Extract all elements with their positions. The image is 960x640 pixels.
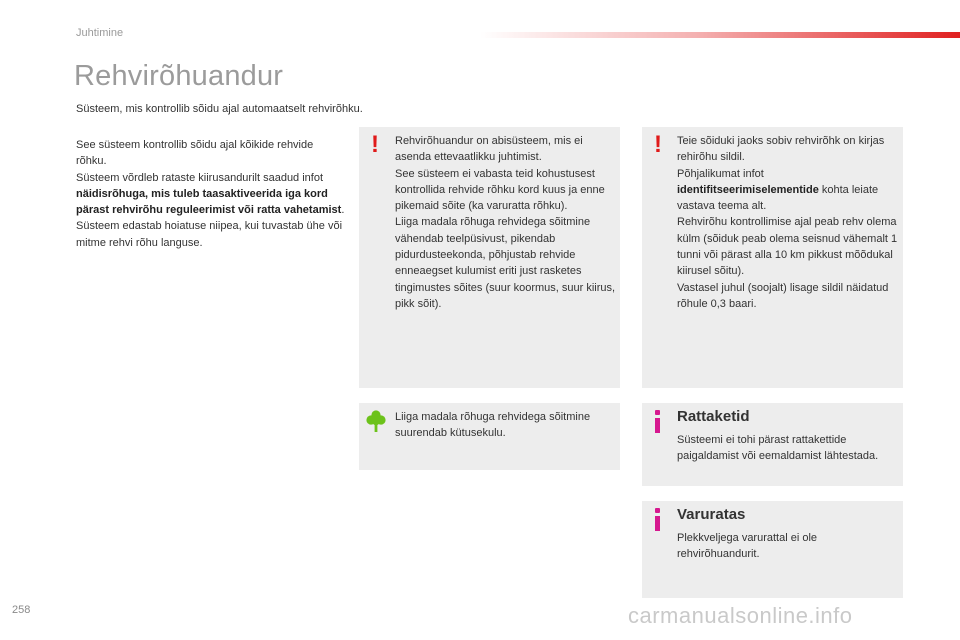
- intro-p2-start: Süsteem võrdleb rataste kiirusandurilt saadud infot: [76, 171, 324, 184]
- intro-paragraph-2: [76, 170, 346, 219]
- watermark: carmanualsonline.info: [628, 603, 853, 628]
- info-icon-dot: [655, 508, 660, 513]
- eco-text: Liiga madala rõhuga rehvidega sõitmine suurendab kütusekulu.: [395, 411, 591, 440]
- warning-1-paragraph-3: Liiga madala rõhuga rehvidega sõitmine vähendab teelpüsivust, pikendab pidurdusteekonda, põhjustab rehvide enneaegset kulumist eriti just rasketes tingimustes sõites (suur koormus, suur kiirus, pikk sõit).: [395, 216, 616, 310]
- intro-p2-end: .: [341, 204, 345, 217]
- page-title: Rehvirõhuandur: [74, 60, 284, 92]
- warning-box-2-text: [677, 133, 899, 312]
- warning-2-paragraph-2: [677, 166, 899, 215]
- intro-p2-bold: näidisrõhuga, mis tuleb taasaktiveerida iga kord pärast rehvirõhu reguleerimist või ratta vahetamist: [76, 187, 342, 217]
- warning-2-p2-start: Põhjalikumat infot: [677, 167, 764, 180]
- green-tree-eco-icon: [366, 410, 386, 432]
- exclamation-warning-icon: !: [654, 131, 662, 158]
- warning-box-1-text: [395, 133, 617, 312]
- info-icon-bar: [655, 418, 660, 433]
- info-box-2-heading: Varuratas: [677, 506, 746, 523]
- intro-paragraph-1: See süsteem kontrollib sõidu ajal kõikide rehvide rõhku.: [76, 139, 314, 168]
- info-icon-dot: [655, 410, 660, 415]
- info-box-1-heading: Rattaketid: [677, 408, 750, 425]
- info-icon: [652, 508, 664, 532]
- page-subtitle: Süsteem, mis kontrollib sõidu ajal automaatselt rehvirõhku.: [76, 103, 363, 115]
- exclamation-warning-icon: !: [371, 131, 379, 158]
- warning-2-p2-bold: identifitseerimiselementide: [677, 183, 819, 196]
- warning-2-paragraph-3: Rehvirõhu kontrollimise ajal peab rehv olema külm (sõiduk peab olema seisnud vähemalt 1 tunni või pärast alla 10 km pikkust mõõdukal kiirusel sõitu).: [677, 216, 898, 278]
- warning-1-paragraph-1: Rehvirõhuandur on abisüsteem, mis ei asenda ettevaatlikku juhtimist.: [395, 135, 583, 164]
- warning-2-paragraph-4: Vastasel juhul (soojalt) lisage sildil näidatud rõhule 0,3 baari.: [677, 281, 889, 310]
- header-rule: [480, 32, 960, 38]
- intro-text: [76, 137, 346, 251]
- info-box-2-text: Plekkveljega varurattal ei ole rehvirõhuandurit.: [677, 532, 818, 561]
- info-box-1-text: Süsteemi ei tohi pärast rattakettide paigaldamist või eemaldamist lähtestada.: [677, 434, 879, 463]
- section-label: Juhtimine: [76, 27, 124, 39]
- intro-paragraph-3: Süsteem edastab hoiatuse niipea, kui tuvastab ühe või mitme rehvi rõhu languse.: [76, 220, 343, 249]
- info-icon-bar: [655, 516, 660, 531]
- warning-2-p2-end: kohta leiate vastava teema alt.: [677, 183, 879, 213]
- info-icon: [652, 410, 664, 434]
- warning-1-paragraph-2: See süsteem ei vabasta teid kohustusest kontrollida rehvide rõhku kord kuus ja enne pikemaid sõite (ka varuratta rõhku).: [395, 167, 605, 213]
- warning-2-paragraph-1: Teie sõiduki jaoks sobiv rehvirõhk on kirjas rehirõhu sildil.: [677, 135, 885, 164]
- page-number: 258: [12, 604, 31, 616]
